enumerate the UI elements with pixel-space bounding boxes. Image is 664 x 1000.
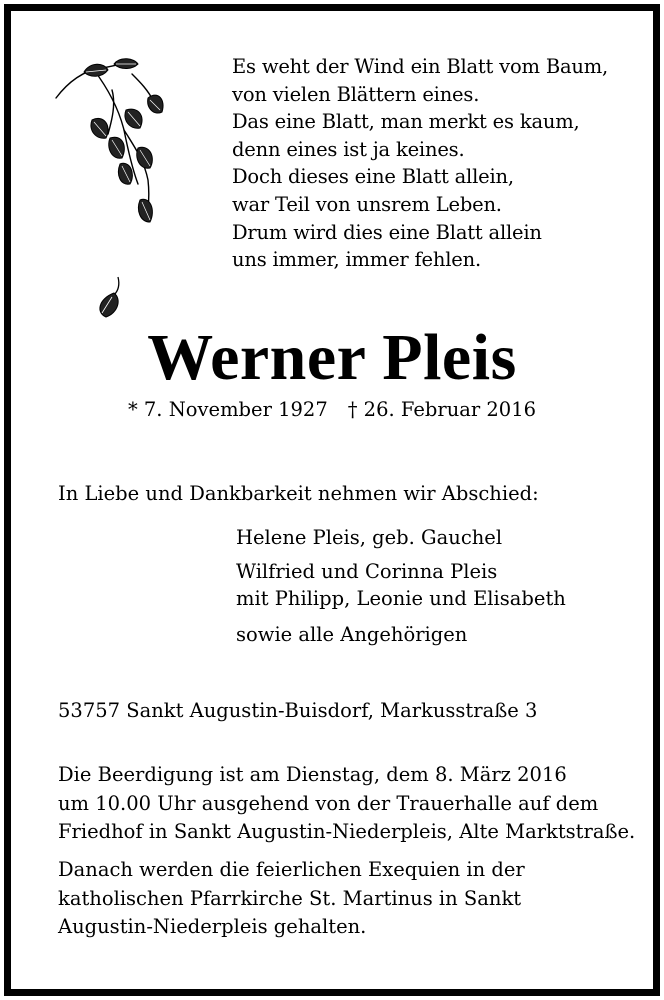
mourners-list	[236, 524, 566, 648]
death-date: † 26. Februar 2016	[347, 398, 537, 421]
poem-line: Doch dieses eine Blatt allein,	[232, 165, 514, 189]
mourner: sowie alle Angehörigen	[236, 622, 468, 646]
falling-leaf-icon	[92, 275, 126, 321]
poem-line: uns immer, immer fehlen.	[232, 248, 481, 272]
mourner: mit Philipp, Leonie und Elisabeth	[236, 587, 566, 610]
poem-line: von vielen Blättern eines.	[232, 82, 480, 106]
mass-info	[58, 856, 525, 942]
mourner: Wilfried und Corinna Pleis	[236, 559, 498, 583]
mass-line: katholischen Pfarrkirche St. Martinus in Sankt	[58, 886, 522, 910]
poem-line: Das eine Blatt, man merkt es kaum,	[232, 110, 580, 134]
birth-date: * 7. November 1927	[127, 398, 328, 421]
mourner: Helene Pleis, geb. Gauchel	[236, 526, 503, 549]
funeral-line: Friedhof in Sankt Augustin-Niederpleis, Alte Marktstraße.	[58, 820, 636, 843]
poem-line: denn eines ist ja keines.	[232, 137, 465, 161]
funeral-line: um 10.00 Uhr ausgehend von der Trauerhalle auf dem	[58, 791, 599, 815]
poem-line: Es weht der Wind ein Blatt vom Baum,	[232, 55, 609, 78]
family-address: 53757 Sankt Augustin-Buisdorf, Markusstraße 3	[58, 699, 538, 722]
poem	[232, 53, 608, 274]
mass-line: Augustin-Niederpleis gehalten.	[58, 915, 367, 938]
deceased-name: Werner Pleis	[147, 321, 517, 394]
funeral-line: Die Beerdigung ist am Dienstag, dem 8. März 2016	[58, 763, 567, 786]
birch-branch-icon	[54, 50, 184, 240]
poem-line: Drum wird dies eine Blatt allein	[232, 220, 542, 244]
life-dates	[0, 396, 664, 424]
funeral-info	[58, 761, 635, 847]
poem-line: war Teil von unsrem Leben.	[232, 192, 502, 216]
farewell-intro: In Liebe und Dankbarkeit nehmen wir Abschied:	[58, 482, 539, 505]
mass-line: Danach werden die feierlichen Exequien in der	[58, 858, 525, 881]
